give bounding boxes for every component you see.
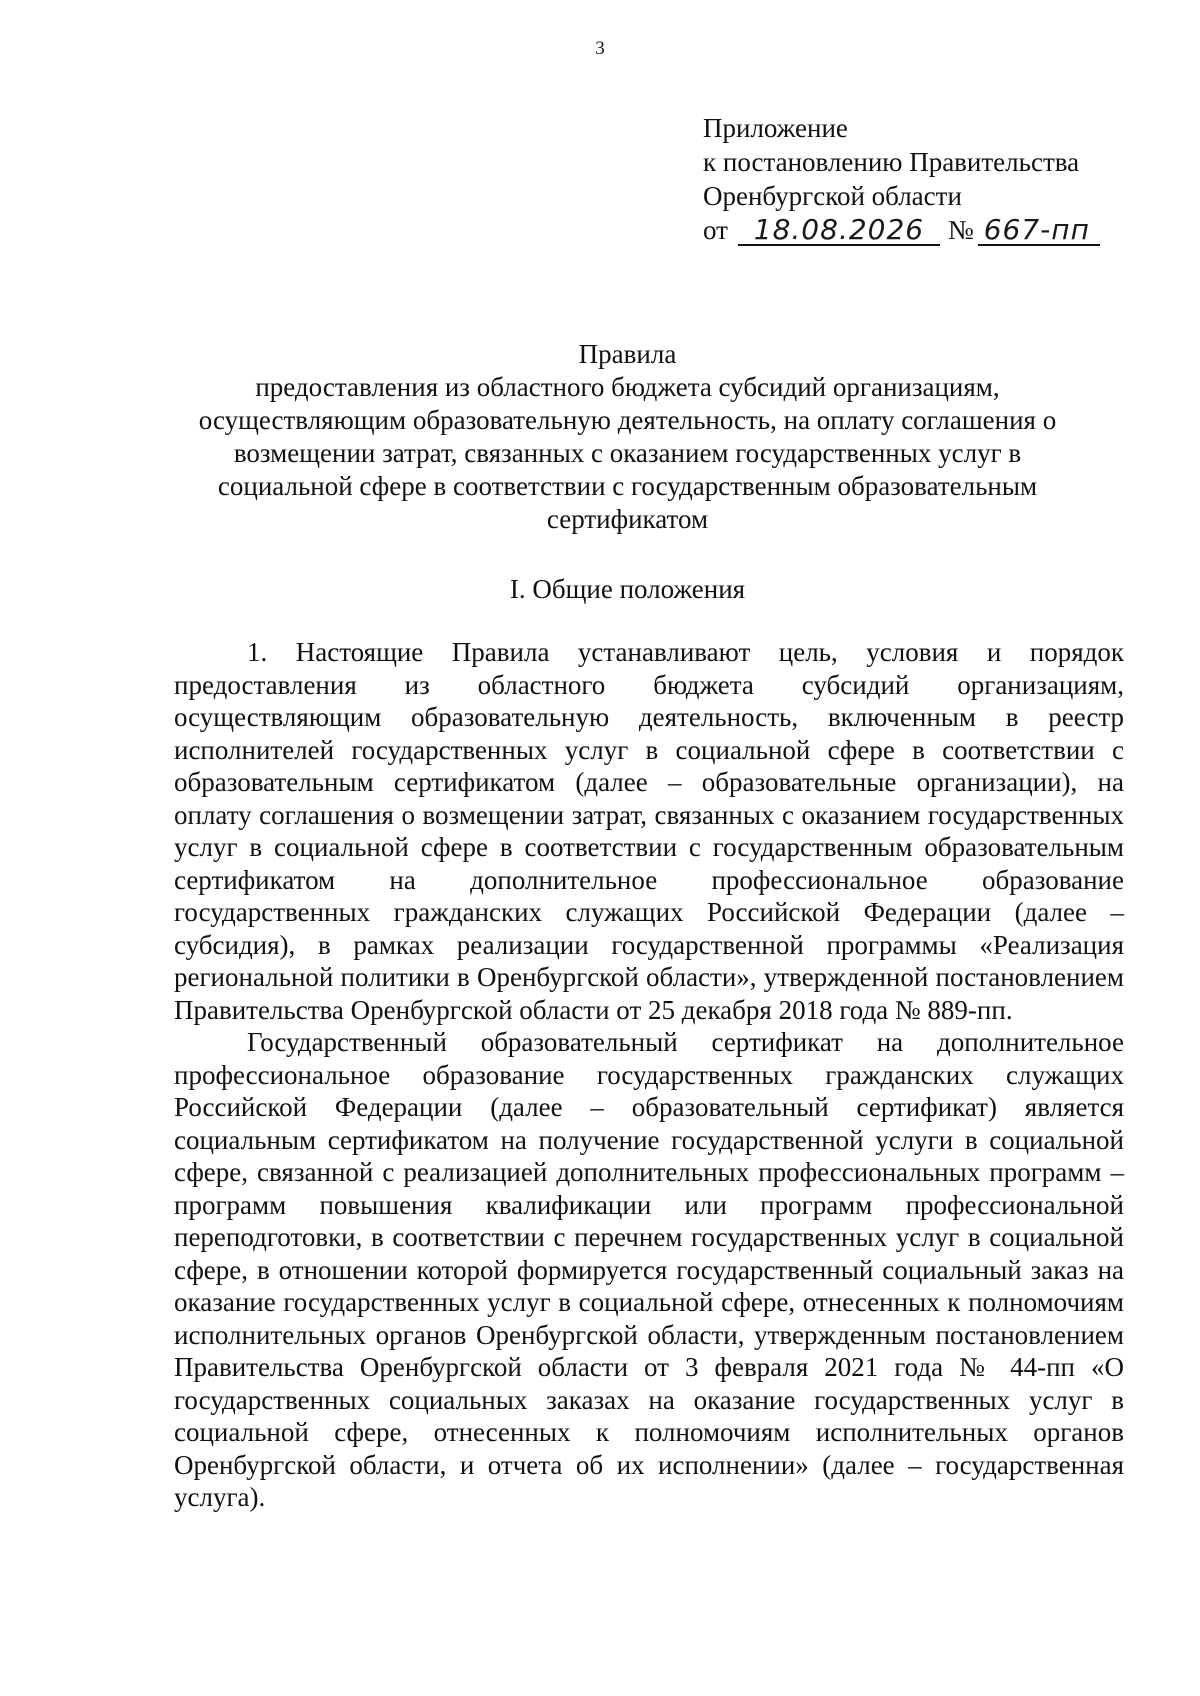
appendix-region-line: Оренбургской области — [703, 181, 962, 211]
appendix-block — [703, 111, 1100, 247]
handwritten-number: 667-пп — [978, 216, 1100, 246]
appendix-label: Приложение — [703, 113, 848, 143]
paragraph-2: Государственный образовательный сертификат на дополнительное профессиональное образование государственных гражданских служащих Российской Федерации (далее – образовательный сертификат) является социальным сертификатом на получение государственной услуги в социальной сфере, связанной с реализацией дополнительных профессиональных программ – программ повышения квалификации или программ профессиональной переподготовки, в соответствии с перечнем государственных услуг в социальной сфере, в отношении которой формируется государственный социальный заказ на оказание государственных услуг в социальной сфере, отнесенных к полномочиям исполнительных органов Оренбургской области, утвержденным постановлением Правительства Оренбургской области от 3 февраля 2021 года № 44-пп «О государственных социальных заказах на оказание государственных услуг в социальной сфере, отнесенных к полномочиям исполнительных органов Оренбургской области, и отчета об их исполнении» (далее – государственная услуга). — [174, 1027, 1124, 1512]
paragraph-1: 1. Настоящие Правила устанавливают цель, условия и порядок предоставления из областного бюджета субсидий организациям, осуществляющим образовательную деятельность, включенным в реестр исполнителей государственных услуг в социальной сфере в соответствии с образовательным сертификатом (далее – образовательные организации), на оплату соглашения о возмещении затрат, связанных с оказанием государственных услуг в социальной сфере в соответствии с государственным образовательным сертификатом на дополнительное профессиональное образование государственных гражданских служащих Российской Федерации (далее – субсидия), в рамках реализации государственной программы «Реализация региональной политики в Оренбургской области», утвержденной постановлением Правительства Оренбургской области от 25 декабря 2018 года № 889-пп. — [174, 637, 1124, 1025]
document-subtitle: предоставления из областного бюджета субсидий организациям, осуществляющим образовательную деятельность, на оплату соглашения о возмещении затрат, связанных с оказанием государственных услуг в социальной сфере в соответствии с государственным образовательным сертификатом — [198, 372, 1057, 534]
appendix-resolution-line: к постановлению Правительства — [703, 147, 1080, 177]
body-text — [174, 636, 1124, 1514]
date-prefix: от — [703, 215, 728, 245]
handwritten-date: 18.08.2026 — [738, 216, 940, 246]
page-number: 3 — [595, 38, 605, 59]
document-title: Правила — [578, 339, 677, 369]
document-title-block — [160, 338, 1095, 536]
number-sign: № — [947, 215, 974, 245]
appendix-date-line — [703, 213, 1100, 247]
section-heading: I. Общие положения — [509, 574, 746, 604]
